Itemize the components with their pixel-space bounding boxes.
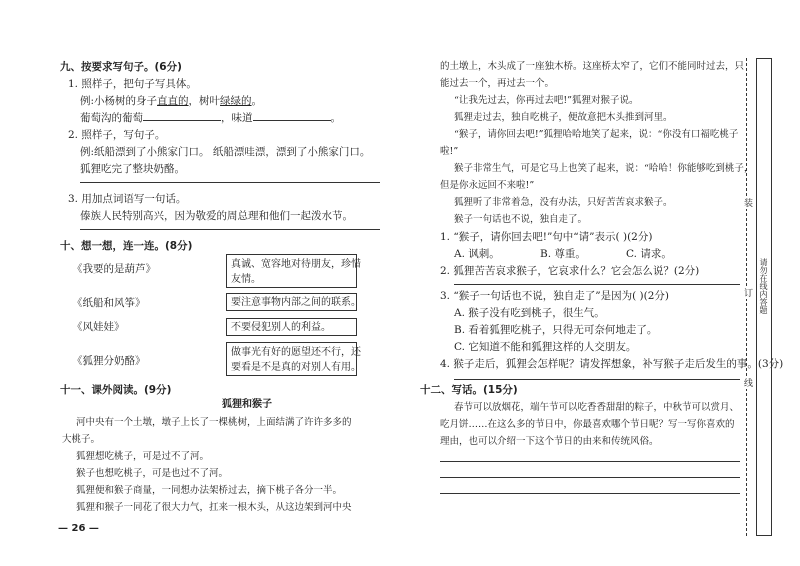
page-number: — 26 — [58, 523, 99, 534]
q1-option-a[interactable]: A. 讽刺。 [454, 248, 500, 260]
binding-label-xian: 线 [742, 378, 752, 387]
q1-option-c[interactable]: C. 请求。 [626, 248, 672, 260]
q1-option-b[interactable]: B. 尊重。 [540, 248, 586, 260]
section-10-title: 十、想一想，连一连。(8分) [60, 240, 193, 252]
story-r5: “猴子，请你回去吧!”狐狸哈哈地笑了起来，说：“你没有口福吃桃子 [454, 129, 739, 140]
q3-option-b[interactable]: B. 看着狐狸吃桃子，只得无可奈何地走了。 [454, 324, 658, 336]
q9-3: 3. 用加点词语写一句话。 [68, 193, 187, 205]
q9-1-fill: 葡萄沟的葡萄 ，味道 。 [80, 112, 341, 124]
writing-line[interactable] [440, 477, 740, 478]
story-p3: 猴子也想吃桃子，可是也过不了河。 [76, 468, 229, 479]
match-box-4[interactable]: 做事光有好的愿望还不行，还 要看是不是真的对别人有用。 [226, 342, 357, 376]
book-2: 《纸船和风筝》 [72, 297, 146, 309]
q9-1-example: 例:小杨树的身子直直的，树叶绿绿的。 [80, 95, 263, 107]
writing-prompt-1: 春节可以放烟花，端午节可以吃香香甜甜的粽子，中秋节可以赏月、 [454, 402, 740, 413]
story-r8: 但是你永远回不来啦!” [440, 180, 535, 191]
section-11-title: 十一、课外阅读。(9分) [60, 384, 172, 396]
section-12-title: 十二、写话。(15分) [420, 384, 518, 396]
q9-3-sentence: 傣族人民特别高兴，因为敬爱的周总理和他们一起泼水节。 [80, 210, 353, 222]
match-box-3[interactable]: 不要侵犯别人的利益。 [226, 318, 357, 336]
story-r10: 猴子一句话也不说，独自走了。 [454, 214, 588, 225]
writing-line[interactable] [440, 461, 740, 462]
match-box-1[interactable]: 真诚、宽容地对待朋友，珍惜 友情。 [226, 254, 357, 288]
story-r1: 的土墩上，木头成了一座独木桥。这座桥太窄了，它们不能同时过去，只 [440, 61, 745, 72]
q3-option-c[interactable]: C. 它知道不能和狐狸这样的人交朋友。 [454, 341, 637, 353]
answer-line[interactable] [80, 182, 380, 183]
writing-prompt-2: 吃月饼……在这么多的节日中，你最喜欢哪个节日呢？写一写你喜欢的 [440, 419, 735, 430]
binding-label-zhuang: 装 [742, 198, 752, 207]
q3-option-a[interactable]: A. 猴子没有吃到桃子，很生气。 [454, 307, 605, 319]
q9-1: 1. 照样子，把句子写具体。 [68, 78, 197, 90]
book-4: 《狐狸分奶酪》 [72, 355, 146, 367]
writing-line[interactable] [440, 493, 740, 494]
match-box-2[interactable]: 要注意事物内部之间的联系。 [226, 293, 357, 311]
story-p2: 狐狸想吃桃子，可是过不了河。 [76, 451, 210, 462]
story-r4: 狐狸走过去，独自吃桃子，便故意把木头推到河里。 [454, 112, 673, 123]
story-r2: 能过去一个，再过去一个。 [440, 78, 555, 89]
story-p1: 河中央有一个土墩，墩子上长了一棵桃树，上面结满了许许多多的 [76, 417, 352, 428]
binding-label-ding: 订 [742, 288, 752, 297]
story-r9: 狐狸听了非常着急，没有办法，只好苦苦哀求猴子。 [454, 197, 673, 208]
binding-warning: 请勿在线内答题 [759, 258, 768, 314]
story-r6: 啦!” [440, 146, 459, 157]
story-r3: “让我先过去，你再过去吧!”狐狸对猴子说。 [454, 95, 639, 106]
section-9-title: 九、按要求写句子。(6分) [60, 61, 182, 73]
story-p5: 狐狸和猴子一同花了很大力气，扛来一根木头，从这边架到河中央 [76, 502, 352, 513]
writing-prompt-3: 理由，也可以介绍一下这个节日的由来和传统风俗。 [440, 436, 659, 447]
story-title: 狐狸和猴子 [222, 399, 272, 410]
q9-2: 2. 照样子，写句子。 [68, 129, 166, 141]
answer-line[interactable] [80, 229, 380, 230]
story-p1b: 大桃子。 [62, 434, 101, 445]
book-1: 《我要的是葫芦》 [72, 263, 156, 275]
reading-q3: 3. “猴子一句话也不说，独自走了”是因为( )(2分) [440, 290, 669, 302]
answer-line[interactable] [454, 379, 740, 380]
reading-q2: 2. 狐狸苦苦哀求猴子，它哀求什么？它会怎么说？(2分) [440, 265, 700, 277]
q9-2-example: 例:纸船漂到了小熊家门口。 纸船漂哇漂，漂到了小熊家门口。 [80, 146, 371, 158]
book-3: 《风娃娃》 [72, 321, 125, 333]
answer-line[interactable] [454, 284, 740, 285]
q9-2-sentence: 狐狸吃完了整块奶酪。 [80, 163, 185, 175]
reading-q1: 1. “猴子，请你回去吧!”句中“请”表示( )(2分) [440, 231, 653, 243]
reading-q4: 4. 猴子走后，狐狸会怎样呢？请发挥想象，补写猴子走后发生的事。(3分) [440, 358, 784, 370]
story-r7: 猴子非常生气，可是它马上也笑了起来，说：“哈哈！你能够吃到桃子， [454, 163, 754, 174]
story-p4: 狐狸便和猴子商量，一同想办法架桥过去，摘下桃子各分一半。 [76, 485, 343, 496]
